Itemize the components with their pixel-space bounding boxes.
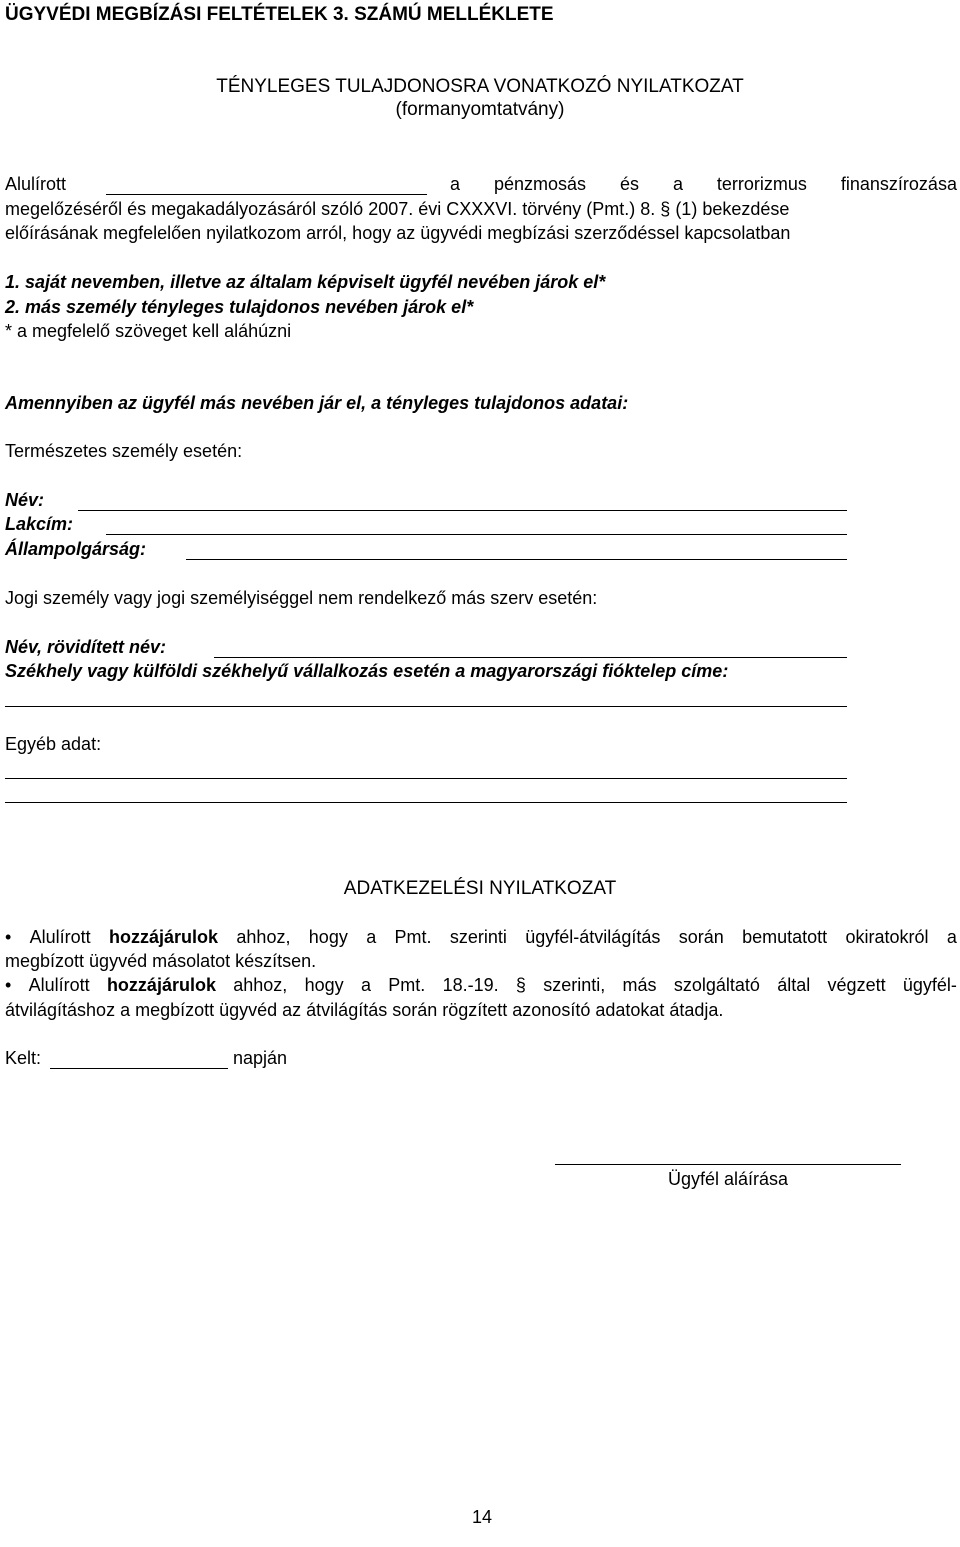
intro-word: terrorizmus	[716, 174, 807, 194]
consent-word: a	[946, 927, 957, 947]
consent-word: a	[360, 975, 371, 995]
consent-word: ügyfél-	[902, 975, 957, 995]
short-name-label: Név, rövidített név:	[5, 637, 167, 657]
consent-word: során	[678, 927, 724, 947]
consent-word: 18.-19.	[442, 975, 499, 995]
consent-word: ahhoz,	[233, 975, 288, 995]
citizenship-label: Állampolgárság:	[5, 539, 147, 559]
other-data-line-2	[5, 802, 847, 803]
consent-bold-word: hozzájárulok	[106, 975, 216, 995]
consent-word: Alulírott	[29, 927, 91, 947]
document-title: TÉNYLEGES TULAJDONOSRA VONATKOZÓ NYILATKOZAT	[216, 76, 744, 97]
bullet-icon: •	[5, 975, 12, 995]
intro-word: a	[450, 174, 461, 194]
consent-word: Alulírott	[28, 975, 90, 995]
citizenship-line	[186, 559, 847, 560]
section-mark: §	[515, 975, 526, 995]
intro-word: és	[619, 174, 639, 194]
other-data-label: Egyéb adat:	[5, 734, 102, 754]
intro-line3: előírásának megfelelően nyilatkozom arról, hogy az ügyvédi megbízási szerződéssel kapcsolatban	[5, 223, 791, 243]
dated-label: Kelt:	[5, 1048, 42, 1068]
option-own-behalf: 1. saját nevemben, illetve az általam képviselt ügyfél nevében járok el*	[5, 272, 606, 292]
consent-word: ügyfél-átvilágítás	[525, 927, 661, 947]
consent-word: okiratokról	[845, 927, 929, 947]
owner-section-heading: Amennyiben az ügyfél más nevében jár el, a tényleges tulajdonos adatai:	[5, 393, 629, 413]
annex-title: ÜGYVÉDI MEGBÍZÁSI FELTÉTELEK 3. SZÁMÚ MELLÉKLETE	[5, 4, 554, 25]
intro-alulirott: Alulírott	[5, 174, 67, 194]
intro-line2: megelőzéséről és megakadályozásáról szóló 2007. évi CXXXVI. törvény (Pmt.) 8. § (1) bekezdése	[5, 199, 790, 219]
consent-word: más	[622, 975, 657, 995]
consent-word: Pmt.	[394, 927, 432, 947]
intro-word: a	[672, 174, 683, 194]
consent-word: végzett	[827, 975, 886, 995]
consent-word: hogy	[308, 927, 348, 947]
consent-word: által	[777, 975, 811, 995]
seat-label: Székhely vagy külföldi székhelyű vállalkozás esetén a magyarországi fióktelep címe:	[5, 661, 729, 681]
day-label: napján	[233, 1048, 288, 1068]
consent-item-2-line2: átvilágításhoz a megbízott ügyvéd az átvilágítás során rögzített azonosító adatokat átadja.	[5, 1000, 724, 1020]
declarant-name-line	[106, 194, 427, 195]
date-line	[50, 1068, 228, 1069]
legal-person-label: Jogi személy vagy jogi személyiséggel nem rendelkező más szerv esetén:	[5, 588, 598, 608]
intro-word: pénzmosás	[493, 174, 587, 194]
consent-item-1-line2: megbízott ügyvéd másolatot készítsen.	[5, 951, 317, 971]
address-label: Lakcím:	[5, 514, 74, 534]
consent-word: hogy	[304, 975, 344, 995]
intro-line1-rest	[450, 174, 957, 195]
name-line	[78, 510, 847, 511]
consent-bold-word: hozzájárulok	[109, 927, 219, 947]
short-name-line	[214, 657, 847, 658]
consent-word: szolgáltató	[673, 975, 760, 995]
document-subtitle: (formanyomtatvány)	[395, 99, 565, 120]
natural-person-label: Természetes személy esetén:	[5, 441, 243, 461]
consent-item-2-line1	[5, 975, 957, 996]
consent-word: a	[366, 927, 377, 947]
name-label: Név:	[5, 490, 45, 510]
bullet-icon: •	[5, 927, 12, 947]
address-line	[106, 534, 847, 535]
consent-word: Pmt.	[388, 975, 426, 995]
page-number: 14	[471, 1507, 493, 1527]
consent-word: bemutatott	[742, 927, 828, 947]
client-signature-label: Ügyfél aláírása	[667, 1169, 789, 1189]
data-processing-heading: ADATKEZELÉSI NYILATKOZAT	[343, 878, 617, 899]
consent-item-1-line1	[5, 927, 957, 948]
consent-word: szerinti	[449, 927, 507, 947]
seat-line	[5, 706, 847, 707]
options-footnote: * a megfelelő szöveget kell aláhúzni	[5, 321, 292, 341]
signature-line	[555, 1164, 901, 1165]
other-data-line-1	[5, 778, 847, 779]
intro-word: finanszírozása	[840, 174, 957, 194]
consent-word: ahhoz,	[236, 927, 291, 947]
consent-word: szerinti,	[543, 975, 606, 995]
option-beneficial-owner: 2. más személy tényleges tulajdonos nevében járok el*	[5, 297, 474, 317]
